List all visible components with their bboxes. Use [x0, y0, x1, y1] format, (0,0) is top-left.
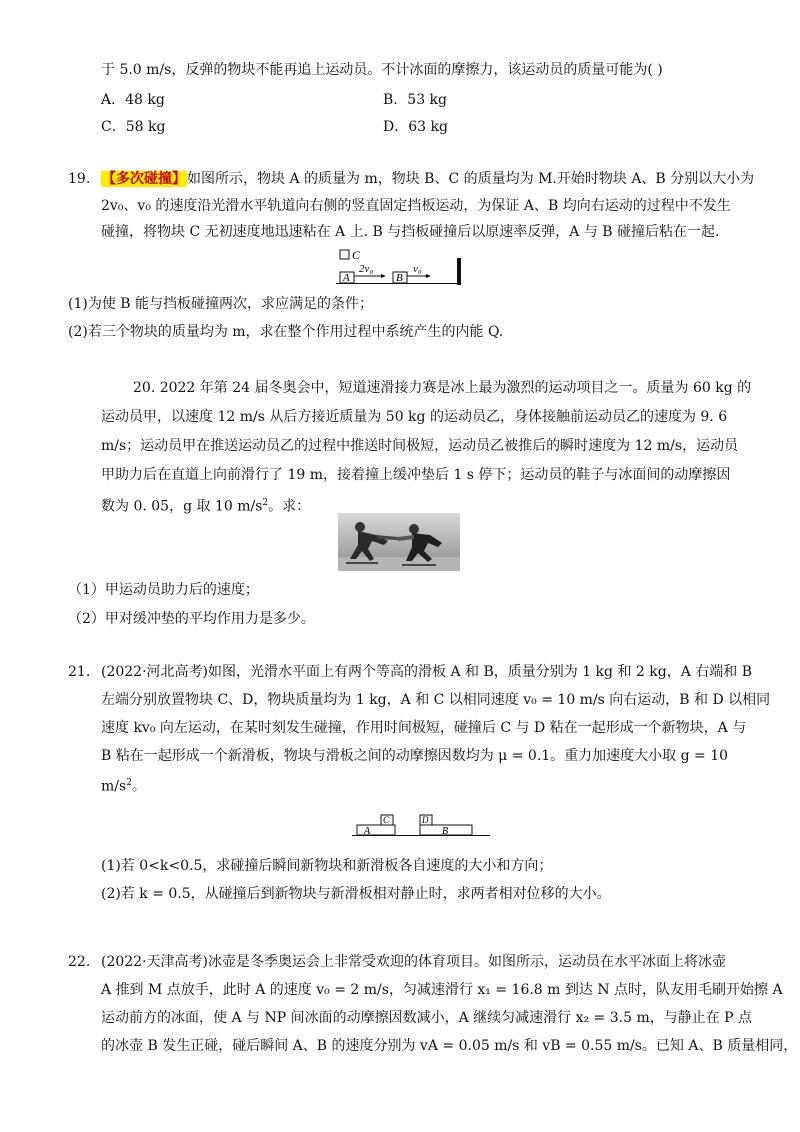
q20-line5-sup: 2 [262, 498, 269, 508]
q21-number: 21. [68, 664, 91, 680]
q19-line1 [101, 169, 754, 189]
q21-sub2: (2)若 k = 0.5，从碰撞后到新物块与新滑板相对静止时，求两者相对位移的大小。 [101, 886, 611, 902]
block-c-label: C [383, 815, 390, 825]
q21-line2: 左端分别放置物块 C、D，物块质量均为 1 kg，A 和 C 以相同速度 v₀ = 10 m/s 向右运动，B 和 D 以相同 [101, 692, 771, 708]
q21-line3: 速度 kv₀ 向左运动，在某时刻发生碰撞，作用时间极短，碰撞后 C 与 D 粘在一起形成一个新物块，A 与 [101, 720, 747, 736]
block-b-label: B [396, 272, 403, 284]
q21-line5-end: 。 [131, 778, 146, 795]
q20-sub2: （2）甲对缓冲垫的平均作用力是多少。 [68, 611, 315, 627]
board-a-label: A [364, 826, 371, 837]
q20-line2: 运动员甲，以速度 12 m/s 从后方接近质量为 50 kg 的运动员乙，身体接触前运动员乙的速度为 9. 6 [101, 409, 728, 425]
q20-line1: 20. 2022 年第 24 届冬奥会中，短道速滑接力赛是冰上最为激烈的运动项目之一。质量为 60 kg 的 [133, 380, 752, 396]
q19-sub1: (1)为使 B 能与挡板碰撞两次，求应满足的条件； [68, 296, 374, 312]
q20-line5 [101, 493, 310, 517]
arrow-b-head [426, 274, 431, 278]
q21-sub1: (1)若 0<k<0.5，求碰撞后瞬间新物块和新滑板各自速度的大小和方向； [101, 858, 553, 874]
q22-line2: A 推到 M 点放手，此时 A 的速度 v₀ = 2 m/s，匀减速滑行 x₁ = 16.8 m 到达 N 点时，队友用毛刷开始擦 A [101, 982, 783, 998]
velocity-a-label: 2v₀ [359, 263, 374, 275]
q18-option-d: D．63 kg [383, 119, 448, 135]
q22-line1: (2022·天津高考)冰壶是冬季奥运会上非常受欢迎的体育项目。如图所示，运动员在水平冰面上将冰壶 [101, 954, 727, 970]
q19-line3: 碰撞，将物块 C 无初速度地迅速粘在 A 上. B 与挡板碰撞后以原速率反弹，A 与 B 碰撞后粘在一起. [101, 224, 720, 240]
arrow-a-head [381, 274, 386, 278]
board-b-label: B [442, 826, 449, 837]
q19-tag: 【多次碰撞】 [102, 171, 186, 187]
q21-line5-sup: 2 [126, 778, 132, 788]
q22-line4: 的冰壶 B 发生正碰，碰后瞬间 A、B 的速度分别为 vA = 0.05 m/s 和 vB = 0.55 m/s。已知 A、B 质量相同， [101, 1038, 798, 1054]
q19-sub2: (2)若三个物块的质量均为 m，求在整个作用过程中系统产生的内能 Q. [68, 324, 504, 340]
q21-line4: B 粘在一起形成一个新滑板，物块与滑板之间的动摩擦因数均为 μ = 0.1。重力加速度大小取 g = 10 [101, 748, 729, 764]
q20-line5-end: 。求： [268, 498, 311, 515]
q18-line1: 于 5.0 m/s，反弹的物块不能再追上运动员。不计冰面的摩擦力，该运动员的质量可能为( ) [101, 62, 663, 78]
block-a-label: A [343, 272, 350, 284]
block-c [340, 250, 349, 259]
q20-sub1: （1）甲运动员助力后的速度； [68, 582, 259, 598]
q22-number: 22. [68, 954, 91, 970]
q19-line1-text: 如图所示，物块 A 的质量为 m，物块 B、C 的质量均为 M.开始时物块 A、B 分别以大小为 [187, 171, 755, 187]
block-d-label: D [422, 815, 429, 825]
velocity-b-label: v₀ [413, 263, 422, 275]
q20-line3: m/s；运动员甲在推送运动员乙的过程中推送时间极短，运动员乙被推后的瞬时速度为 12 m/s，运动员 [101, 438, 739, 454]
q20-line5-text: 数为 0. 05，g 取 10 m/s [101, 498, 263, 515]
q21-figure [352, 809, 494, 839]
q18-option-c: C．58 kg [101, 119, 166, 135]
q21-line5 [101, 773, 146, 797]
q19-number: 19. [68, 171, 91, 187]
speed-skating-photo [338, 513, 460, 571]
wall-barrier [457, 258, 461, 285]
q18-option-a: A．48 kg [101, 92, 165, 108]
q20-line4: 甲助力后在直道上向前滑行了 19 m，接着撞上缓冲垫后 1 s 停下；运动员的鞋子与冰面间的动摩擦因 [101, 467, 731, 483]
block-c-label: C [352, 248, 361, 262]
q22-line3: 运动前方的冰面，使 A 与 NP 间冰面的动摩擦因数减小，A 继续匀减速滑行 x₂ = 3.5 m，与静止在 P 点 [101, 1010, 753, 1026]
q19-line2: 2v₀、v₀ 的速度沿光滑水平轨道向右侧的竖直固定挡板运动，为保证 A、B 均向右运动的过程中不发生 [101, 198, 731, 214]
q21-line5-text: m/s [101, 778, 127, 795]
q19-figure [333, 246, 473, 286]
board-a [357, 825, 395, 835]
q18-option-b: B．53 kg [383, 92, 447, 108]
q21-line1: (2022·河北高考)如图，光滑水平面上有两个等高的滑板 A 和 B，质量分别为 1 kg 和 2 kg，A 右端和 B [101, 664, 753, 680]
